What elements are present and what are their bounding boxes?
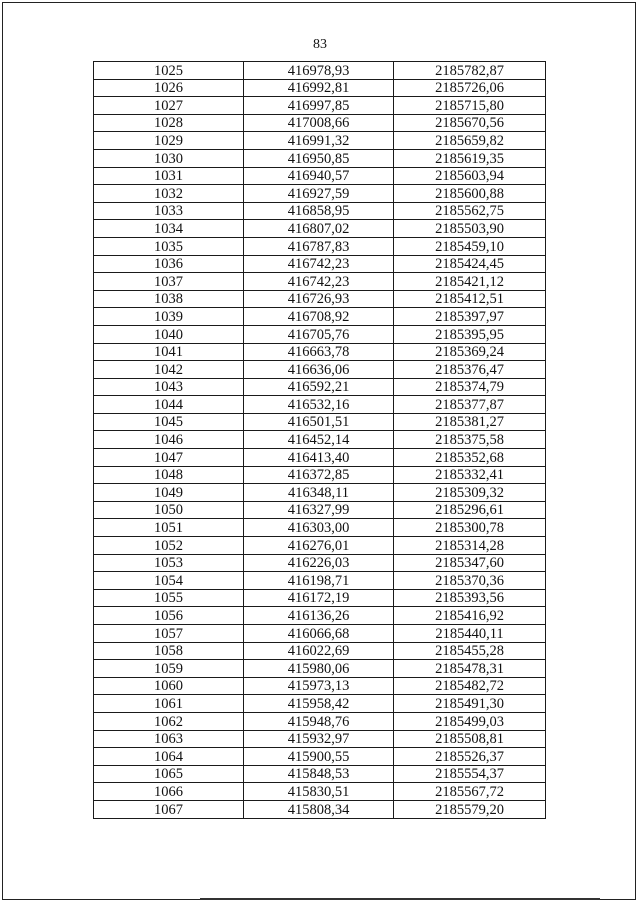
table-row [94, 660, 546, 678]
point-number-cell: 1041 [94, 343, 244, 361]
x-coordinate-cell: 415980,06 [244, 660, 394, 678]
point-number-cell: 1031 [94, 167, 244, 185]
point-number-cell: 1054 [94, 572, 244, 590]
x-coordinate-cell: 416136,26 [244, 607, 394, 625]
y-coordinate-cell: 2185381,27 [394, 413, 546, 431]
x-coordinate-cell: 416708,92 [244, 308, 394, 326]
table-row [94, 466, 546, 484]
x-coordinate-cell: 416726,93 [244, 290, 394, 308]
y-coordinate-cell: 2185393,56 [394, 589, 546, 607]
table-row [94, 361, 546, 379]
point-number-cell: 1032 [94, 185, 244, 203]
x-coordinate-cell: 416663,78 [244, 343, 394, 361]
point-number-cell: 1063 [94, 730, 244, 748]
y-coordinate-cell: 2185562,75 [394, 202, 546, 220]
bottom-edge-line [200, 898, 600, 900]
table-row [94, 765, 546, 783]
point-number-cell: 1042 [94, 361, 244, 379]
x-coordinate-cell: 416226,03 [244, 554, 394, 572]
y-coordinate-cell: 2185395,95 [394, 325, 546, 343]
table-row [94, 537, 546, 555]
x-coordinate-cell: 416705,76 [244, 325, 394, 343]
y-coordinate-cell: 2185370,36 [394, 572, 546, 590]
point-number-cell: 1046 [94, 431, 244, 449]
x-coordinate-cell: 416787,83 [244, 237, 394, 255]
point-number-cell: 1051 [94, 519, 244, 537]
x-coordinate-cell: 416742,23 [244, 273, 394, 291]
table-row [94, 114, 546, 132]
table-row [94, 677, 546, 695]
x-coordinate-cell: 416742,23 [244, 255, 394, 273]
point-number-cell: 1052 [94, 537, 244, 555]
table-row [94, 378, 546, 396]
point-number-cell: 1034 [94, 220, 244, 238]
table-row [94, 290, 546, 308]
table-row [94, 62, 546, 80]
y-coordinate-cell: 2185374,79 [394, 378, 546, 396]
x-coordinate-cell: 416991,32 [244, 132, 394, 150]
x-coordinate-cell: 416978,93 [244, 62, 394, 80]
y-coordinate-cell: 2185603,94 [394, 167, 546, 185]
table-row [94, 695, 546, 713]
y-coordinate-cell: 2185478,31 [394, 660, 546, 678]
table-row [94, 554, 546, 572]
x-coordinate-cell: 416950,85 [244, 149, 394, 167]
table-row [94, 783, 546, 801]
point-number-cell: 1049 [94, 484, 244, 502]
y-coordinate-cell: 2185300,78 [394, 519, 546, 537]
y-coordinate-cell: 2185416,92 [394, 607, 546, 625]
point-number-cell: 1038 [94, 290, 244, 308]
table-row [94, 519, 546, 537]
x-coordinate-cell: 416636,06 [244, 361, 394, 379]
x-coordinate-cell: 415948,76 [244, 712, 394, 730]
y-coordinate-cell: 2185508,81 [394, 730, 546, 748]
table-row [94, 484, 546, 502]
table-row [94, 167, 546, 185]
x-coordinate-cell: 415830,51 [244, 783, 394, 801]
point-number-cell: 1064 [94, 748, 244, 766]
y-coordinate-cell: 2185397,97 [394, 308, 546, 326]
x-coordinate-cell: 416532,16 [244, 396, 394, 414]
table-row [94, 449, 546, 467]
point-number-cell: 1045 [94, 413, 244, 431]
x-coordinate-cell: 416807,02 [244, 220, 394, 238]
y-coordinate-cell: 2185352,68 [394, 449, 546, 467]
x-coordinate-cell: 415973,13 [244, 677, 394, 695]
point-number-cell: 1061 [94, 695, 244, 713]
y-coordinate-cell: 2185376,47 [394, 361, 546, 379]
table-row [94, 413, 546, 431]
table-row [94, 607, 546, 625]
x-coordinate-cell: 416413,40 [244, 449, 394, 467]
x-coordinate-cell: 416172,19 [244, 589, 394, 607]
table-row [94, 255, 546, 273]
point-number-cell: 1057 [94, 625, 244, 643]
table-row [94, 343, 546, 361]
table-row [94, 79, 546, 97]
x-coordinate-cell: 416066,68 [244, 625, 394, 643]
table-row [94, 642, 546, 660]
page-number: 83 [313, 37, 327, 52]
x-coordinate-cell: 415932,97 [244, 730, 394, 748]
coordinates-table-body [94, 62, 546, 819]
x-coordinate-cell: 415848,53 [244, 765, 394, 783]
y-coordinate-cell: 2185440,11 [394, 625, 546, 643]
point-number-cell: 1026 [94, 79, 244, 97]
x-coordinate-cell: 416997,85 [244, 97, 394, 115]
y-coordinate-cell: 2185503,90 [394, 220, 546, 238]
y-coordinate-cell: 2185412,51 [394, 290, 546, 308]
point-number-cell: 1067 [94, 800, 244, 818]
point-number-cell: 1062 [94, 712, 244, 730]
point-number-cell: 1050 [94, 501, 244, 519]
y-coordinate-cell: 2185347,60 [394, 554, 546, 572]
point-number-cell: 1059 [94, 660, 244, 678]
table-row [94, 132, 546, 150]
x-coordinate-cell: 415808,34 [244, 800, 394, 818]
x-coordinate-cell: 416592,21 [244, 378, 394, 396]
x-coordinate-cell: 416303,00 [244, 519, 394, 537]
y-coordinate-cell: 2185726,06 [394, 79, 546, 97]
y-coordinate-cell: 2185659,82 [394, 132, 546, 150]
y-coordinate-cell: 2185455,28 [394, 642, 546, 660]
x-coordinate-cell: 416327,99 [244, 501, 394, 519]
y-coordinate-cell: 2185309,32 [394, 484, 546, 502]
point-number-cell: 1037 [94, 273, 244, 291]
x-coordinate-cell: 417008,66 [244, 114, 394, 132]
table-row [94, 308, 546, 326]
coordinates-table [93, 61, 546, 819]
x-coordinate-cell: 415900,55 [244, 748, 394, 766]
point-number-cell: 1055 [94, 589, 244, 607]
x-coordinate-cell: 416858,95 [244, 202, 394, 220]
point-number-cell: 1043 [94, 378, 244, 396]
table-row [94, 97, 546, 115]
y-coordinate-cell: 2185332,41 [394, 466, 546, 484]
x-coordinate-cell: 416992,81 [244, 79, 394, 97]
point-number-cell: 1058 [94, 642, 244, 660]
x-coordinate-cell: 416022,69 [244, 642, 394, 660]
table-row [94, 501, 546, 519]
point-number-cell: 1033 [94, 202, 244, 220]
table-row [94, 237, 546, 255]
point-number-cell: 1039 [94, 308, 244, 326]
x-coordinate-cell: 416276,01 [244, 537, 394, 555]
point-number-cell: 1025 [94, 62, 244, 80]
point-number-cell: 1036 [94, 255, 244, 273]
y-coordinate-cell: 2185377,87 [394, 396, 546, 414]
point-number-cell: 1048 [94, 466, 244, 484]
table-row [94, 149, 546, 167]
y-coordinate-cell: 2185600,88 [394, 185, 546, 203]
y-coordinate-cell: 2185554,37 [394, 765, 546, 783]
y-coordinate-cell: 2185424,45 [394, 255, 546, 273]
y-coordinate-cell: 2185579,20 [394, 800, 546, 818]
table-row [94, 748, 546, 766]
point-number-cell: 1047 [94, 449, 244, 467]
point-number-cell: 1053 [94, 554, 244, 572]
point-number-cell: 1056 [94, 607, 244, 625]
table-row [94, 730, 546, 748]
x-coordinate-cell: 416927,59 [244, 185, 394, 203]
table-row [94, 185, 546, 203]
table-row [94, 202, 546, 220]
y-coordinate-cell: 2185375,58 [394, 431, 546, 449]
x-coordinate-cell: 416372,85 [244, 466, 394, 484]
table-row [94, 712, 546, 730]
y-coordinate-cell: 2185782,87 [394, 62, 546, 80]
point-number-cell: 1060 [94, 677, 244, 695]
point-number-cell: 1028 [94, 114, 244, 132]
y-coordinate-cell: 2185421,12 [394, 273, 546, 291]
point-number-cell: 1027 [94, 97, 244, 115]
point-number-cell: 1044 [94, 396, 244, 414]
table-row [94, 625, 546, 643]
y-coordinate-cell: 2185715,80 [394, 97, 546, 115]
x-coordinate-cell: 416198,71 [244, 572, 394, 590]
table-row [94, 572, 546, 590]
y-coordinate-cell: 2185670,56 [394, 114, 546, 132]
y-coordinate-cell: 2185619,35 [394, 149, 546, 167]
x-coordinate-cell: 416452,14 [244, 431, 394, 449]
x-coordinate-cell: 416348,11 [244, 484, 394, 502]
y-coordinate-cell: 2185369,24 [394, 343, 546, 361]
y-coordinate-cell: 2185459,10 [394, 237, 546, 255]
table-row [94, 220, 546, 238]
point-number-cell: 1066 [94, 783, 244, 801]
table-row [94, 800, 546, 818]
y-coordinate-cell: 2185482,72 [394, 677, 546, 695]
y-coordinate-cell: 2185314,28 [394, 537, 546, 555]
x-coordinate-cell: 416940,57 [244, 167, 394, 185]
y-coordinate-cell: 2185526,37 [394, 748, 546, 766]
y-coordinate-cell: 2185499,03 [394, 712, 546, 730]
point-number-cell: 1030 [94, 149, 244, 167]
point-number-cell: 1040 [94, 325, 244, 343]
x-coordinate-cell: 416501,51 [244, 413, 394, 431]
point-number-cell: 1029 [94, 132, 244, 150]
table-row [94, 273, 546, 291]
table-row [94, 431, 546, 449]
point-number-cell: 1035 [94, 237, 244, 255]
table-row [94, 589, 546, 607]
point-number-cell: 1065 [94, 765, 244, 783]
y-coordinate-cell: 2185296,61 [394, 501, 546, 519]
table-row [94, 325, 546, 343]
y-coordinate-cell: 2185567,72 [394, 783, 546, 801]
y-coordinate-cell: 2185491,30 [394, 695, 546, 713]
table-row [94, 396, 546, 414]
x-coordinate-cell: 415958,42 [244, 695, 394, 713]
